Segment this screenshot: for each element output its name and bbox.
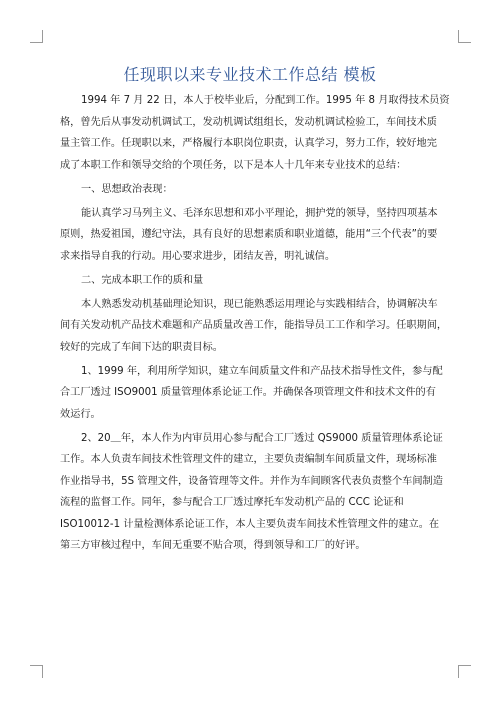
text-line: 本人熟悉发动机基础理论知识，现已能熟悉运用理论与实践相结合，协调解决车	[81, 298, 438, 310]
document-body	[60, 90, 450, 557]
text-line: 二、完成本职工作的质和量	[81, 274, 204, 286]
text-line: 量主管工作。任现职以来，严格履行本职岗位职责，认真学习，努力工作，较好地完	[60, 138, 437, 149]
crop-mark-top-right	[458, 30, 471, 43]
text-line: 2、20＿年，本人作为内审员用心参与配合工厂透过 QS9000 质量管理体系论证	[81, 432, 443, 444]
text-line: 1、1999 年，利用所学知识，建立车间质量文件和产品技术指导性文件，参与配	[81, 365, 443, 377]
text-line: 1994 年 7 月 22 日，本人于校毕业后，分配到工作。1995 年 8 月取得技术员资	[81, 95, 450, 106]
crop-mark-bottom-left	[30, 665, 43, 678]
text-line: ISO10012-1 计量检测体系论证工作，本人主要负责车间技术性管理文件的建立。在	[60, 518, 440, 530]
text-line: 流程的监督工作。同年，参与配合工厂透过摩托车发动机产品的 CCC 论证和	[60, 497, 404, 508]
text-line: 一、思想政治表现：	[81, 183, 173, 195]
crop-mark-top-left	[30, 30, 43, 43]
text-line: 成了本职工作和领导交给的个项任务，以下是本人十几年来专业技术的总结：	[60, 159, 407, 171]
text-line: 能认真学习马列主义、毛泽东思想和邓小平理论，拥护党的领导，坚持四项基本	[81, 207, 438, 219]
text-line: 较好的完成了车间下达的职责目标。	[60, 341, 223, 353]
text-line: 合工厂透过 ISO9001 质量管理体系论证工作。并确保各项管理文件和技术文件的有	[60, 387, 436, 398]
document-title: 任现职以来专业技术工作总结 模板	[123, 65, 377, 84]
text-line: 格，曾先后从事发动机调试工，发动机调试组组长，发动机调试检验工，车间技术质	[60, 116, 437, 128]
text-line: 求来指导自我的行动。用心要求进步，团结友善，明礼诚信。	[60, 250, 336, 262]
text-line: 间有关发动机产品技术难题和产品质量改善工作，能指导员工工作和学习。任职期间，	[60, 320, 448, 331]
text-line: 作业指导书，5S 管理文件，设备管理等文件。并作为车间顾客代表负责整个车间制造	[60, 475, 443, 487]
crop-mark-bottom-right	[458, 665, 471, 678]
text-line: 原则，热爱祖国，遵纪守法，具有良好的思想素质和职业道德，能用“三个代表”的要	[60, 229, 438, 240]
text-line: 第三方审核过程中，车间无重要不贴合项，得到领导和工厂的好评。	[60, 540, 366, 551]
text-line: 效运行。	[60, 408, 101, 420]
text-line: 工作。本人负责车间技术性管理文件的建立，主要负责编制车间质量文件，现场标准	[60, 454, 437, 465]
